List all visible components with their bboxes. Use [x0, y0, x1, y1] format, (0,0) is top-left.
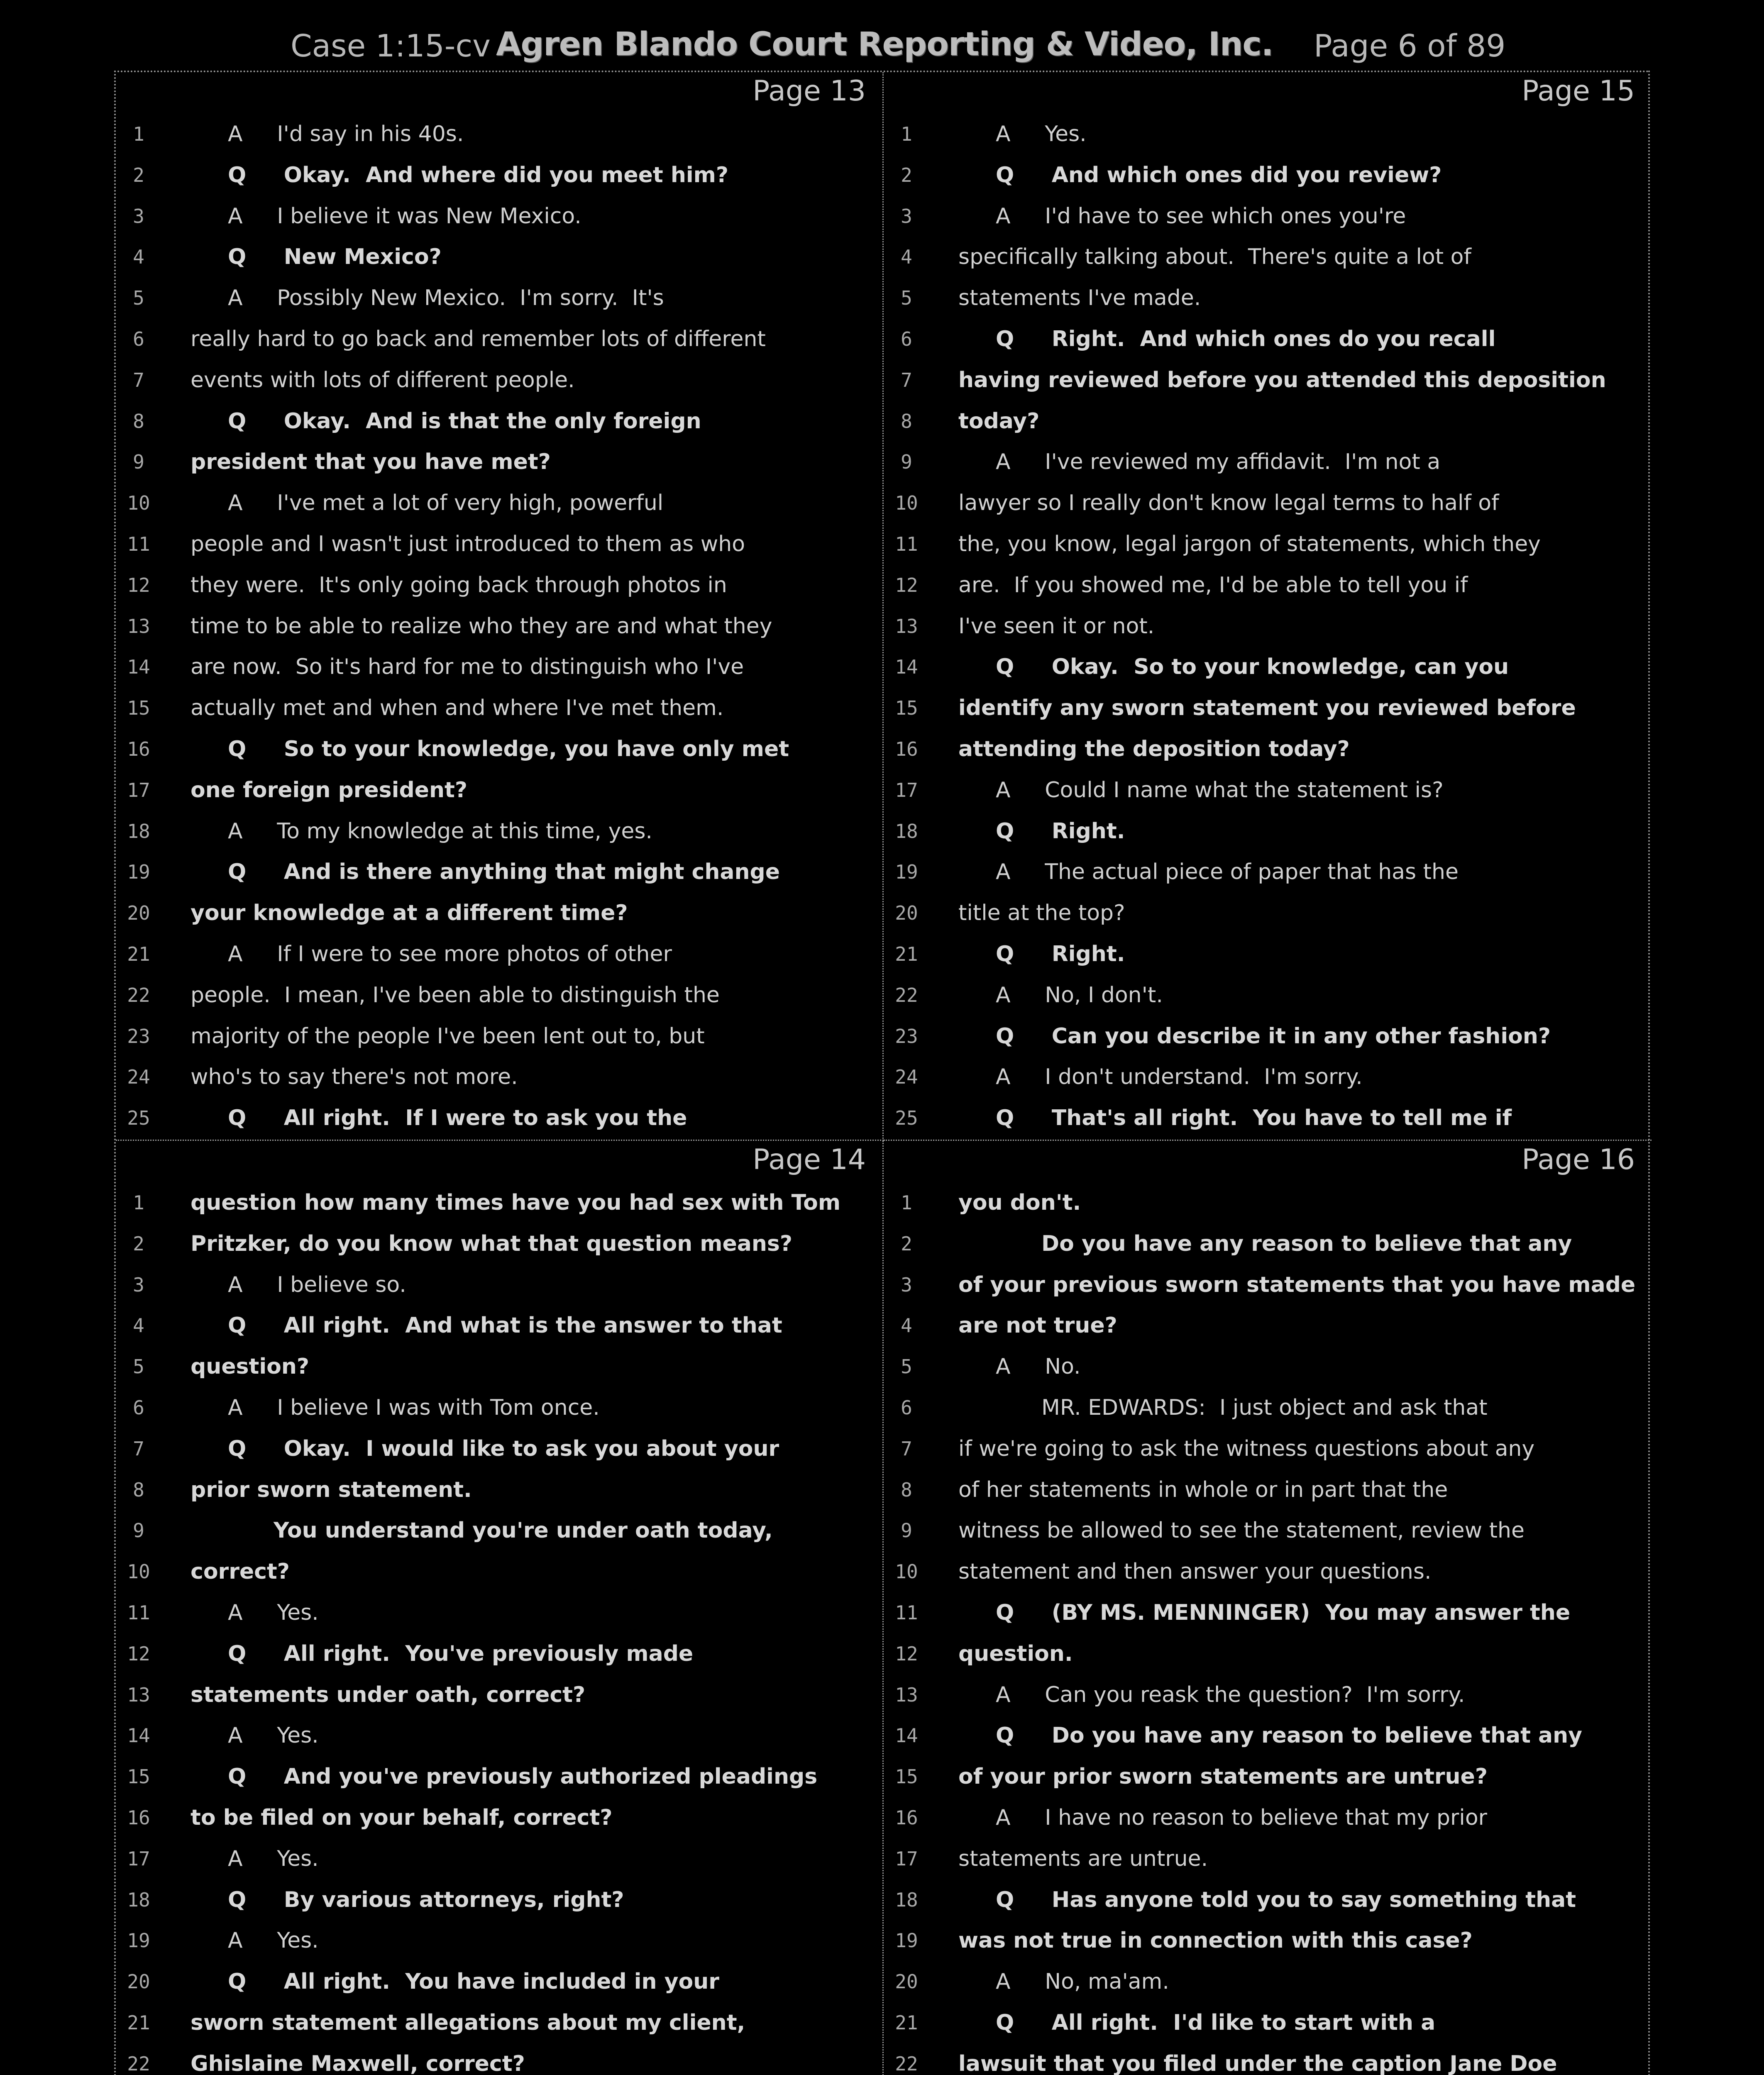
line-text: Q And you've previously authorized pleadings [228, 1764, 818, 1789]
line-number: 14 [895, 656, 918, 679]
line-number: 15 [127, 697, 150, 720]
line-number: 10 [127, 1560, 150, 1583]
line-text: I've seen it or not. [958, 613, 1155, 639]
line-number: 7 [133, 369, 144, 391]
line-text: Pritzker, do you know what that question means? [191, 1231, 792, 1256]
line-number: 15 [895, 1765, 918, 1788]
line-text: A I've reviewed my affidavit. I'm not a [996, 449, 1441, 475]
line-text: one foreign president? [191, 777, 467, 803]
line-number: 11 [895, 1601, 918, 1624]
line-number: 18 [127, 820, 150, 842]
transcript-line [116, 1182, 882, 1223]
line-text: events with lots of different people. [191, 367, 575, 393]
line-number: 7 [133, 1437, 144, 1460]
transcript-line [884, 1920, 1652, 1961]
line-text: people. I mean, I've been able to distinguish the [191, 982, 720, 1008]
transcript-line [116, 1346, 882, 1387]
transcript-line [884, 1838, 1652, 1880]
line-text: A No, ma'am. [996, 1969, 1169, 1994]
line-text: Ghislaine Maxwell, correct? [191, 2051, 525, 2075]
line-text: lawsuit that you filed under the caption Jane Doe [958, 2051, 1557, 2075]
line-text: are not true? [958, 1313, 1117, 1338]
line-text: A No. [996, 1354, 1081, 1379]
transcript-line [116, 688, 882, 729]
transcript-line [884, 1182, 1652, 1223]
transcript-line [116, 1961, 882, 2002]
line-text: they were. It's only going back through photos in [191, 572, 727, 598]
transcript-line [884, 1675, 1652, 1716]
line-number: 24 [895, 1066, 918, 1089]
transcript-line [116, 647, 882, 688]
line-number: 18 [895, 820, 918, 842]
line-text: statements I've made. [958, 286, 1201, 311]
line-text: prior sworn statement. [191, 1477, 472, 1502]
line-text: You understand you're under oath today, [274, 1518, 773, 1543]
transcript-line [116, 1715, 882, 1756]
line-text: was not true in connection with this case? [958, 1928, 1473, 1953]
line-text: A I have no reason to believe that my prior [996, 1805, 1488, 1830]
line-number: 1 [133, 123, 144, 145]
line-number: 20 [127, 1970, 150, 1993]
line-text: A If I were to see more photos of other [228, 941, 672, 967]
page-label: Page 13 [753, 75, 866, 107]
transcript-line [116, 1592, 882, 1633]
transcript-line [116, 483, 882, 524]
line-list [116, 114, 882, 1139]
line-text: A I don't understand. I'm sorry. [996, 1064, 1363, 1090]
line-text: statements under oath, correct? [191, 1682, 586, 1707]
line-text: your knowledge at a different time? [191, 901, 628, 926]
transcript-line [116, 1057, 882, 1098]
line-number: 14 [895, 1724, 918, 1747]
transcript-page-panel [116, 1141, 884, 2075]
transcript-line [116, 1305, 882, 1346]
transcript-line [884, 360, 1652, 401]
line-list [884, 1182, 1652, 2075]
transcript-line [884, 1715, 1652, 1756]
transcript-line [884, 401, 1652, 442]
line-number: 13 [895, 1683, 918, 1706]
line-text: Q All right. You have included in your [228, 1969, 719, 1994]
transcript-grid [114, 71, 1650, 2075]
line-text: A I've met a lot of very high, powerful [228, 491, 664, 516]
line-number: 15 [127, 1765, 150, 1788]
line-text: Q Okay. I would like to ask you about your [228, 1436, 779, 1461]
transcript-line [884, 319, 1652, 360]
line-text: A Yes. [996, 122, 1087, 146]
line-number: 6 [901, 1396, 912, 1419]
line-number: 18 [127, 1888, 150, 1911]
line-number: 23 [127, 1025, 150, 1047]
transcript-line [116, 196, 882, 237]
line-text: Q (BY MS. MENNINGER) You may answer the [996, 1600, 1571, 1625]
line-number: 16 [127, 1806, 150, 1829]
line-text: time to be able to realize who they are and what they [191, 613, 772, 639]
transcript-line [116, 524, 882, 565]
line-text: who's to say there's not more. [191, 1064, 518, 1090]
line-text: Q So to your knowledge, you have only met [228, 736, 789, 762]
line-number: 21 [895, 2011, 918, 2034]
line-text: A Yes. [228, 1600, 319, 1625]
line-number: 6 [133, 1396, 144, 1419]
line-text: A I'd say in his 40s. [228, 122, 464, 146]
transcript-line [884, 1961, 1652, 2002]
transcript-line [116, 1551, 882, 1592]
transcript-line [116, 1797, 882, 1838]
transcript-line [116, 1920, 882, 1961]
line-text: specifically talking about. There's quite a lot of [958, 244, 1471, 270]
line-number: 11 [895, 532, 918, 555]
line-text: Q Has anyone told you to say something that [996, 1887, 1576, 1912]
line-text: Q Right. [996, 818, 1125, 844]
line-number: 19 [895, 861, 918, 884]
line-number: 5 [133, 287, 144, 310]
line-number: 3 [901, 1273, 912, 1296]
transcript-page-panel [884, 72, 1652, 1141]
transcript-line [116, 319, 882, 360]
reporter-name: Agren Blando Court Reporting & Video, Inc. [496, 26, 1273, 63]
line-number: 21 [895, 942, 918, 965]
transcript-line [884, 1880, 1652, 1921]
line-number: 2 [133, 1232, 144, 1255]
line-text: actually met and when and where I've met them. [191, 696, 724, 721]
transcript-line [116, 2043, 882, 2075]
transcript-line [116, 893, 882, 934]
line-text: president that you have met? [191, 449, 551, 475]
transcript-line [116, 1470, 882, 1511]
line-text: Q All right. I'd like to start with a [996, 2010, 1436, 2035]
transcript-line [116, 114, 882, 155]
transcript-line [116, 729, 882, 770]
line-text: of your previous sworn statements that you have made [958, 1272, 1636, 1297]
line-number: 16 [895, 1806, 918, 1829]
line-number: 1 [901, 1191, 912, 1214]
transcript-line [116, 1223, 882, 1265]
transcript-line [116, 1756, 882, 1797]
transcript-line [116, 237, 882, 278]
transcript-line [884, 1756, 1652, 1797]
transcript-line [116, 1510, 882, 1551]
line-text: lawyer so I really don't know legal terms to half of [958, 491, 1499, 516]
line-number: 9 [133, 1519, 144, 1542]
transcript-line [884, 1223, 1652, 1265]
transcript-line [884, 770, 1652, 811]
line-number: 17 [895, 1847, 918, 1870]
transcript-line [884, 442, 1652, 483]
line-text: A The actual piece of paper that has the [996, 859, 1459, 885]
transcript-line [884, 1470, 1652, 1511]
line-text: A Can you reask the question? I'm sorry. [996, 1682, 1465, 1707]
transcript-line [116, 2002, 882, 2043]
line-number: 3 [133, 205, 144, 227]
transcript-line [884, 1428, 1652, 1470]
transcript-line [116, 401, 882, 442]
line-text: Q Right. [996, 941, 1125, 967]
line-number: 10 [895, 1560, 918, 1583]
transcript-line [884, 2043, 1652, 2075]
transcript-line [116, 1428, 882, 1470]
line-number: 6 [133, 327, 144, 350]
line-text: A Yes. [228, 1723, 319, 1748]
transcript-line [116, 278, 882, 319]
line-text: Q Right. And which ones do you recall [996, 326, 1496, 352]
line-text: Q Do you have any reason to believe that any [996, 1723, 1583, 1748]
line-number: 14 [127, 1724, 150, 1747]
line-text: the, you know, legal jargon of statements, which they [958, 531, 1541, 557]
line-number: 3 [901, 205, 912, 227]
line-number: 25 [127, 1107, 150, 1130]
line-number: 9 [901, 451, 912, 474]
transcript-line [884, 1016, 1652, 1057]
line-number: 22 [895, 984, 918, 1006]
line-number: 20 [127, 902, 150, 925]
filed-page-number: Page 6 of 89 [1314, 28, 1506, 64]
line-text: A I'd have to see which ones you're [996, 203, 1406, 229]
line-text: Q All right. You've previously made [228, 1641, 694, 1666]
transcript-line [116, 442, 882, 483]
line-number: 4 [901, 1314, 912, 1337]
line-list [884, 114, 1652, 1139]
line-number: 6 [901, 327, 912, 350]
line-text: Q Okay. And is that the only foreign [228, 408, 701, 434]
line-text: A Yes. [228, 1846, 319, 1871]
line-text: to be filed on your behalf, correct? [191, 1805, 613, 1830]
transcript-line [116, 770, 882, 811]
line-text: statement and then answer your questions. [958, 1559, 1432, 1584]
line-text: Q Okay. And where did you meet him? [228, 162, 729, 188]
line-number: 22 [127, 984, 150, 1006]
line-number: 11 [127, 1601, 150, 1624]
transcript-line [116, 1098, 882, 1139]
transcript-line [116, 155, 882, 196]
line-text: Q All right. And what is the answer to that [228, 1313, 782, 1338]
line-number: 8 [901, 410, 912, 432]
line-number: 12 [895, 574, 918, 596]
line-text: A I believe so. [228, 1272, 406, 1297]
transcript-line [884, 1305, 1652, 1346]
transcript-line [884, 893, 1652, 934]
transcript-line [884, 811, 1652, 852]
line-number: 17 [127, 1847, 150, 1870]
line-text: people and I wasn't just introduced to them as who [191, 531, 745, 557]
page-label: Page 15 [1522, 75, 1635, 107]
line-number: 8 [901, 1478, 912, 1501]
document-header [0, 28, 1764, 70]
line-number: 5 [901, 287, 912, 310]
line-number: 13 [127, 615, 150, 637]
line-text: identify any sworn statement you reviewed before [958, 696, 1576, 721]
line-number: 4 [133, 246, 144, 269]
line-number: 21 [127, 2011, 150, 2034]
line-text: question how many times have you had sex with Tom [191, 1190, 841, 1215]
transcript-line [884, 1346, 1652, 1387]
transcript-line [116, 811, 882, 852]
transcript-line [884, 155, 1652, 196]
line-number: 21 [127, 942, 150, 965]
transcript-line [884, 1387, 1652, 1428]
line-text: of your prior sworn statements are untrue? [958, 1764, 1488, 1789]
line-number: 12 [127, 1642, 150, 1665]
line-text: if we're going to ask the witness questions about any [958, 1436, 1535, 1461]
line-number: 17 [127, 779, 150, 801]
line-text: of her statements in whole or in part that the [958, 1477, 1448, 1502]
transcript-line [884, 1057, 1652, 1098]
line-number: 20 [895, 1970, 918, 1993]
transcript-line [884, 1633, 1652, 1675]
line-text: are now. So it's hard for me to distinguish who I've [191, 654, 744, 680]
line-text: Q Okay. So to your knowledge, can you [996, 654, 1509, 680]
line-text: majority of the people I've been lent out to, but [191, 1023, 705, 1049]
line-number: 25 [895, 1107, 918, 1130]
line-number: 10 [127, 492, 150, 515]
transcript-line [884, 278, 1652, 319]
line-number: 18 [895, 1888, 918, 1911]
line-text: attending the deposition today? [958, 736, 1350, 762]
line-text: Q All right. If I were to ask you the [228, 1106, 687, 1131]
line-number: 10 [895, 492, 918, 515]
line-number: 16 [895, 737, 918, 760]
transcript-line [116, 1675, 882, 1716]
transcript-line [884, 237, 1652, 278]
line-number: 1 [901, 123, 912, 145]
page-label: Page 14 [753, 1143, 866, 1176]
transcript-page-panel [116, 72, 884, 1141]
line-text: witness be allowed to see the statement, review the [958, 1518, 1525, 1543]
transcript-line [116, 934, 882, 975]
transcript-line [116, 360, 882, 401]
transcript-line [884, 852, 1652, 893]
transcript-line [884, 1797, 1652, 1838]
transcript-line [884, 647, 1652, 688]
line-text: A To my knowledge at this time, yes. [228, 818, 652, 844]
transcript-line [884, 934, 1652, 975]
transcript-line [884, 114, 1652, 155]
line-text: question. [958, 1641, 1073, 1666]
line-text: having reviewed before you attended this deposition [958, 367, 1606, 393]
line-number: 2 [901, 164, 912, 186]
line-number: 15 [895, 697, 918, 720]
transcript-line [116, 1016, 882, 1057]
line-text: Q And is there anything that might change [228, 859, 780, 885]
transcript-line [884, 1098, 1652, 1139]
line-number: 20 [895, 902, 918, 925]
line-text: A I believe it was New Mexico. [228, 203, 581, 229]
transcript-line [884, 606, 1652, 647]
line-text: you don't. [958, 1190, 1081, 1215]
line-number: 19 [127, 861, 150, 884]
line-text: question? [191, 1354, 310, 1379]
case-number: Case 1:15-cv [291, 28, 491, 64]
line-number: 9 [133, 451, 144, 474]
line-text: are. If you showed me, I'd be able to tell you if [958, 572, 1468, 598]
transcript-line [116, 1880, 882, 1921]
line-number: 2 [901, 1232, 912, 1255]
line-number: 2 [133, 164, 144, 186]
line-number: 8 [133, 1478, 144, 1501]
line-number: 12 [127, 574, 150, 596]
line-text: title at the top? [958, 901, 1125, 926]
transcript-page-panel [884, 1141, 1652, 2075]
transcript-line [884, 524, 1652, 565]
line-number: 24 [127, 1066, 150, 1089]
line-text: Q By various attorneys, right? [228, 1887, 624, 1912]
transcript-line [884, 196, 1652, 237]
transcript-line [884, 2002, 1652, 2043]
line-number: 22 [127, 2052, 150, 2075]
transcript-line [116, 1633, 882, 1675]
transcript-line [116, 1265, 882, 1306]
transcript-line [884, 1592, 1652, 1633]
line-number: 4 [901, 246, 912, 269]
line-text: today? [958, 408, 1040, 434]
transcript-line [116, 1838, 882, 1880]
line-number: 5 [133, 1355, 144, 1378]
line-text: Q New Mexico? [228, 244, 442, 270]
line-text: A No, I don't. [996, 982, 1163, 1008]
transcript-line [884, 565, 1652, 606]
line-text: MR. EDWARDS: I just object and ask that [1041, 1395, 1488, 1420]
transcript-line [116, 565, 882, 606]
transcript-line [116, 606, 882, 647]
line-text: correct? [191, 1559, 290, 1584]
line-text: statements are untrue. [958, 1846, 1208, 1871]
transcript-line [884, 729, 1652, 770]
line-text: sworn statement allegations about my client, [191, 2010, 745, 2035]
transcript-line [116, 1387, 882, 1428]
line-number: 19 [895, 1929, 918, 1952]
line-number: 22 [895, 2052, 918, 2075]
line-number: 4 [133, 1314, 144, 1337]
line-number: 5 [901, 1355, 912, 1378]
line-number: 1 [133, 1191, 144, 1214]
line-number: 9 [901, 1519, 912, 1542]
line-text: Q That's all right. You have to tell me if [996, 1106, 1512, 1131]
line-number: 7 [901, 369, 912, 391]
line-number: 23 [895, 1025, 918, 1047]
line-text: A Possibly New Mexico. I'm sorry. It's [228, 286, 664, 311]
line-number: 11 [127, 532, 150, 555]
line-text: Do you have any reason to believe that any [1041, 1231, 1572, 1256]
line-number: 13 [895, 615, 918, 637]
transcript-line [884, 1510, 1652, 1551]
transcript-line [884, 688, 1652, 729]
line-text: A I believe I was with Tom once. [228, 1395, 600, 1420]
transcript-line [884, 483, 1652, 524]
line-number: 3 [133, 1273, 144, 1296]
transcript-line [884, 1265, 1652, 1306]
transcript-line [884, 975, 1652, 1016]
line-number: 12 [895, 1642, 918, 1665]
page-label: Page 16 [1522, 1143, 1635, 1176]
line-text: Q And which ones did you review? [996, 162, 1442, 188]
line-number: 17 [895, 779, 918, 801]
line-number: 8 [133, 410, 144, 432]
line-text: Q Can you describe it in any other fashion? [996, 1023, 1551, 1049]
line-text: A Could I name what the statement is? [996, 777, 1444, 803]
line-text: A Yes. [228, 1928, 319, 1953]
transcript-line [116, 852, 882, 893]
line-number: 16 [127, 737, 150, 760]
line-list [116, 1182, 882, 2075]
line-text: really hard to go back and remember lots of different [191, 326, 766, 352]
transcript-line [884, 1551, 1652, 1592]
line-number: 7 [901, 1437, 912, 1460]
transcript-line [116, 975, 882, 1016]
line-number: 13 [127, 1683, 150, 1706]
line-number: 14 [127, 656, 150, 679]
line-number: 19 [127, 1929, 150, 1952]
